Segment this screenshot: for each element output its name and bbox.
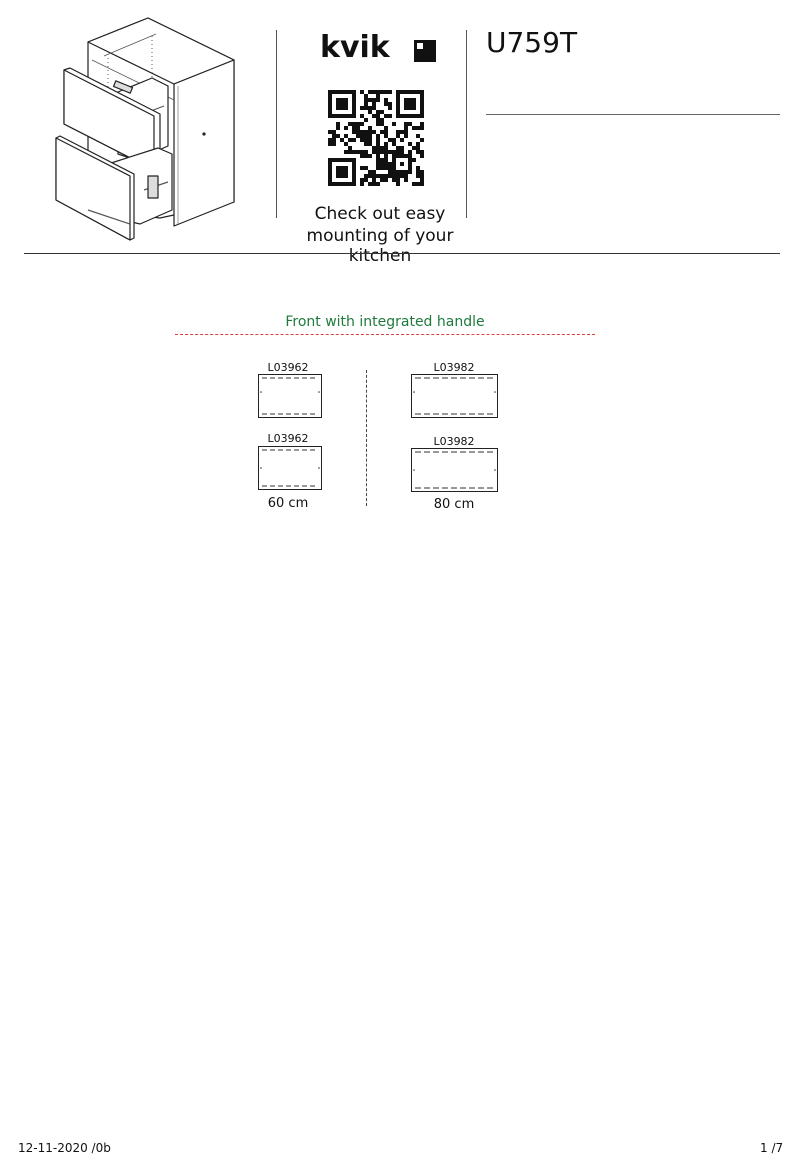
front-80-top-label: L03982: [433, 361, 475, 374]
cta-line-1: Check out easy: [314, 204, 446, 224]
cabinet-illustration: [48, 14, 238, 242]
header-divider-left: [276, 30, 277, 218]
section-title: Front with integrated handle: [285, 314, 485, 330]
front-panel-60-bottom: [258, 446, 322, 490]
front-panel-60-top: [258, 374, 322, 418]
brand-logo: [320, 32, 390, 64]
qr-code-icon: [328, 90, 424, 186]
front-80-bottom-label: L03982: [433, 435, 475, 448]
footer-page-number: 1 /7: [760, 1141, 784, 1155]
column-divider: [366, 370, 367, 506]
footer-date: 12-11-2020 /0b: [18, 1141, 111, 1155]
product-code: U759T: [486, 26, 578, 59]
header-divider-right: [466, 30, 467, 218]
section-dashed-rule: [175, 334, 595, 335]
size-label-60: 60 cm: [267, 496, 309, 511]
cta-line-2: mounting of your kitchen: [306, 226, 454, 266]
brand-name: kvik: [320, 30, 390, 65]
header-separator: [24, 253, 780, 254]
front-60-top-label: L03962: [267, 361, 309, 374]
front-panel-80-top: [411, 374, 498, 418]
brand-square-icon: [414, 40, 436, 62]
product-code-underline: [486, 114, 780, 115]
front-60-bottom-label: L03962: [267, 432, 309, 445]
front-panel-80-bottom: [411, 448, 498, 492]
size-label-80: 80 cm: [433, 497, 475, 512]
